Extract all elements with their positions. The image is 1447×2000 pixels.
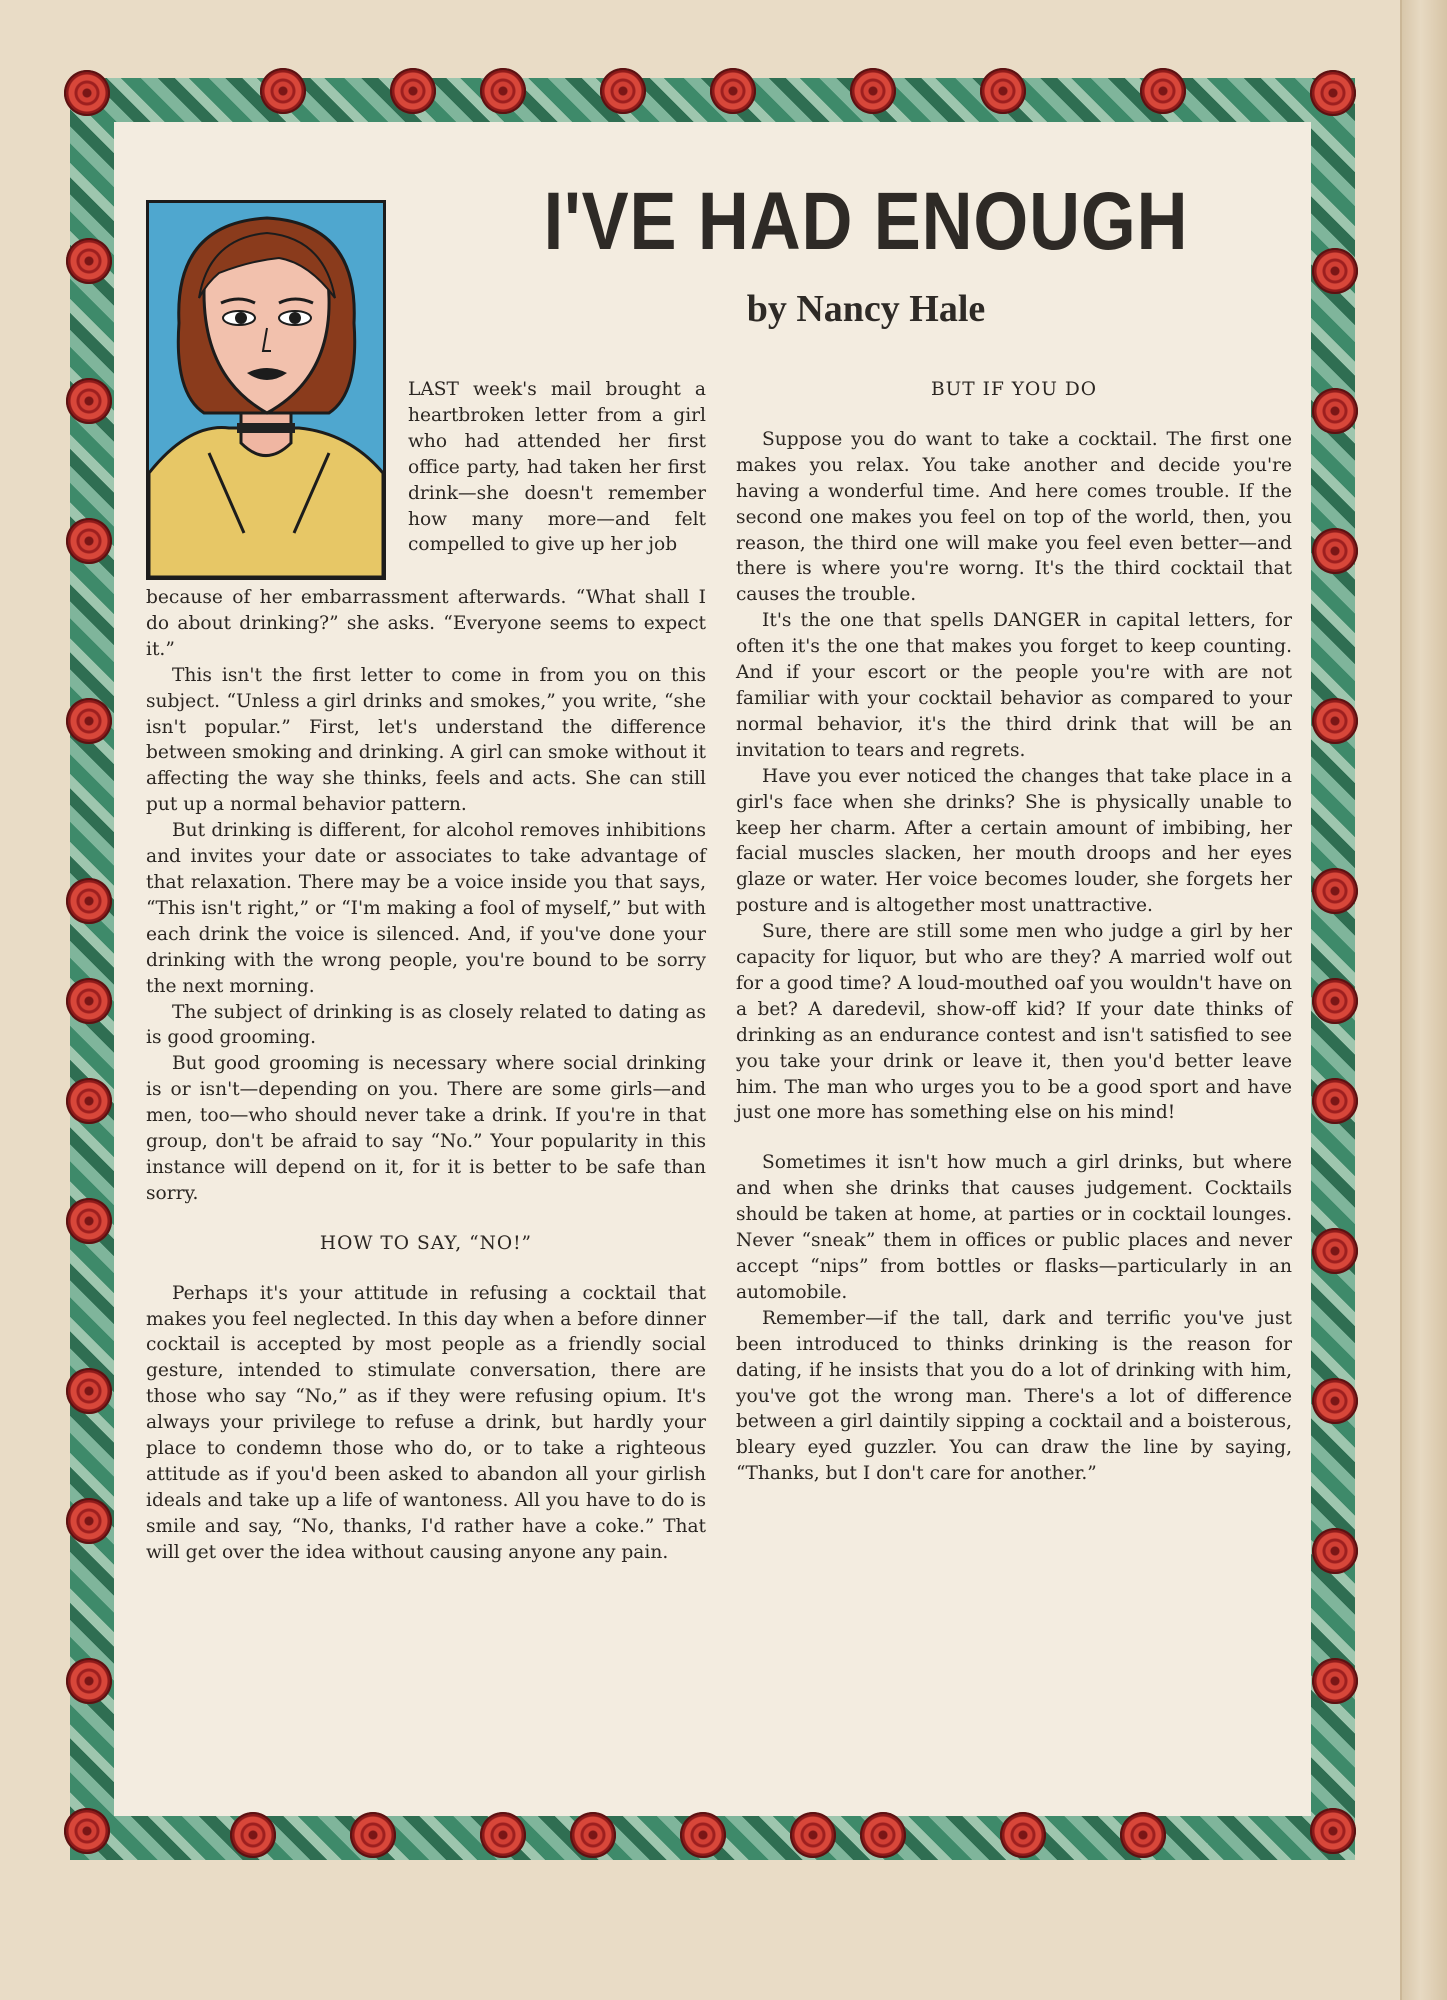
paragraph: Sure, there are still some men who judge a girl by her capacity for liquor, but who are they? A married wolf out for a good time? A loud-mouthed oaf you wouldn't have on a bet? A daredevil, show-off kid? If your date thinks of drinking as an endurance contest and isn't satisfied to see you take your drink or leave it, then you'd better leave him. The man who urges you to be a good sport and have just one more has something else on his mind!: [736, 921, 1292, 1124]
intro-wrap-column: [408, 377, 706, 558]
right-column: [736, 377, 1292, 1487]
left-column: [146, 585, 706, 1566]
paragraph: Perhaps it's your attitude in refusing a cocktail that makes you feel neglected. In this day when a before dinner cocktail is accepted by most people as a friendly social gesture, intended to stimulate conversation, there are those who say “No,” as if they were refusing opium. It's always your privilege to refuse a drink, but hardly your place to condemn those who do, or to take a righteous attitude as if you'd been asked to abandon all your girlish ideals and take up a life of wantoness. All you have to do is smile and say, “No, thanks, I'd rather have a coke.” That will get over the idea without causing anyone any pain.: [146, 1282, 706, 1563]
paragraph: This isn't the first letter to come in from you on this subject. “Unless a girl drinks and smokes,” you write, “she isn't popular.” First, let's understand the difference between smoking and drinking. A girl can smoke without it affecting the way she thinks, feels and acts. She can still put up a normal behavior pattern.: [146, 664, 706, 816]
section-heading-but-if-you-do: BUT IF YOU DO: [930, 379, 1098, 400]
woman-portrait-illustration: [146, 200, 386, 580]
paragraph: Sometimes it isn't how much a girl drinks, but where and when she drinks that causes judgement. Cocktails should be taken at home, at parties or in cocktail lounges. Never “sneak” them in offices or public places and never accept “nips” from bottles or flasks—particularly in an automobile.: [736, 1152, 1292, 1303]
paragraph: The subject of drinking is as closely related to dating as is good grooming.: [146, 1001, 706, 1049]
paragraph: because of her embarrassment afterwards. “What shall I do about drinking?” she asks. “Everyone seems to expect it.”: [146, 587, 706, 660]
paragraph: But good grooming is necessary where social drinking is or isn't—depending on you. There are some girls—and men, too—who should never take a drink. If you're in that group, don't be afraid to say “No.” Your popularity in this instance will depend on it, for it is better to be safe than sorry.: [146, 1053, 706, 1204]
column-gap: [736, 1126, 1292, 1150]
paragraph: It's the one that spells DANGER in capital letters, for often it's the one that makes you forget to keep counting. And if your escort or the people you're with are not familiar with your cocktail behavior as compared to your normal behavior, it's the third drink that will be an invitation to tears and regrets.: [736, 610, 1292, 761]
section-heading-how-to-say-no: HOW TO SAY, “NO!”: [319, 1232, 533, 1254]
paragraph: Remember—if the tall, dark and terrific you've just been introduced to thinks drinking is the reason for dating, if he insists that you do a lot of drinking with him, you've got the wrong man. There's a lot of difference between a girl daintily sipping a cocktail and a boisterous, bleary eyed guzzler. You can draw the line by saying, “Thanks, but I don't care for another.”: [736, 1307, 1292, 1485]
woman-portrait-icon: [149, 203, 383, 577]
article-byline: by Nancy Hale: [746, 288, 986, 330]
article-title: I'VE HAD ENOUGH: [543, 176, 1189, 267]
paragraph: But drinking is different, for alcohol removes inhibitions and invites your date or associates to take advantage of that relaxation. There may be a voice inside you that says, “This isn't right,” or “I'm making a fool of myself,” but with each drink the voice is silenced. And, if you've done your drinking with the wrong people, you're bound to be sorry the next morning.: [146, 820, 706, 997]
intro-paragraph: LAST week's mail brought a heartbroken letter from a girl who had attended her first office party, had taken her first drink—she doesn't remember how many more—and felt compelled to give up her job: [408, 379, 706, 556]
article: [146, 155, 1296, 1795]
paragraph: Have you ever noticed the changes that take place in a girl's face when she drinks? She is physically unable to keep her charm. After a certain amount of imbibing, her facial muscles slacken, her mouth droops and her eyes glaze or water. Her voice becomes louder, she forgets her posture and is altogether most unattractive.: [736, 765, 1292, 917]
paragraph: Suppose you do want to take a cocktail. The first one makes you relax. You take another and decide you're having a wonderful time. And here comes trouble. If the second one makes you feel on top of the world, then, you reason, the third one will make you feel even better—and there is where you're worng. It's the third cocktail that causes the trouble.: [736, 428, 1292, 606]
page-edge: [1400, 0, 1447, 2000]
